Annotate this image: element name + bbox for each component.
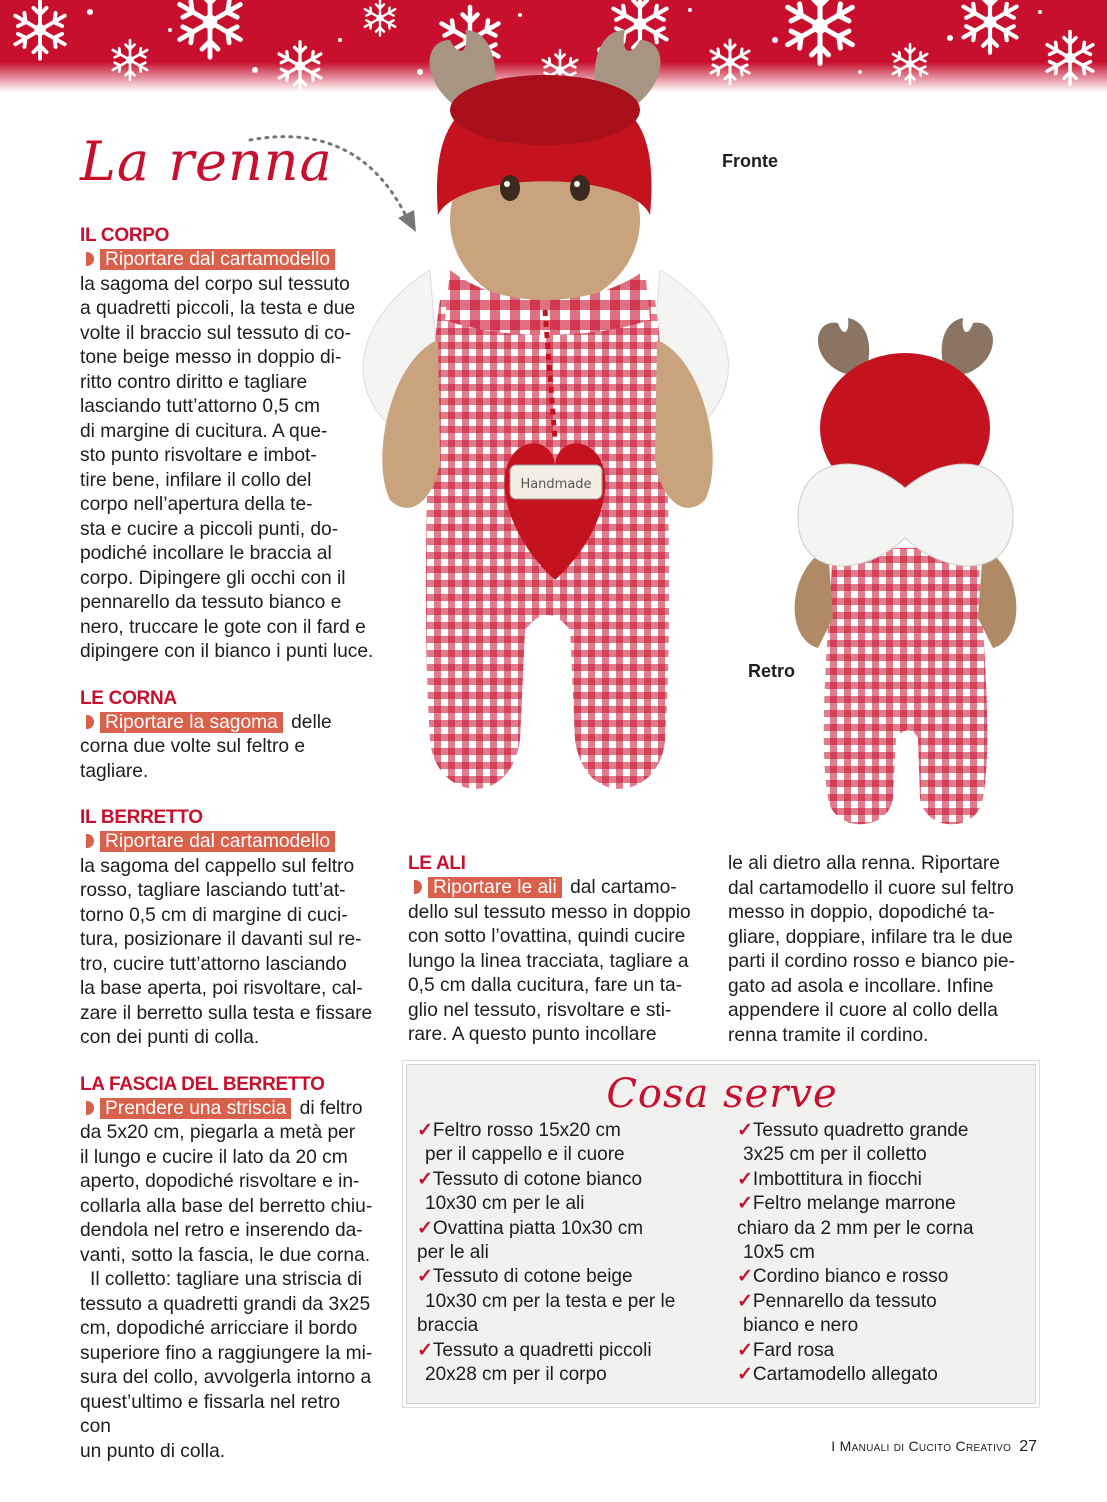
list-item-cont: braccia	[417, 1315, 479, 1337]
section-heading: LE CORNA	[80, 687, 177, 709]
bullet-icon	[86, 834, 94, 848]
reindeer-doll-front-photo	[350, 20, 745, 842]
text-line: con sotto l’ovattina, quindi cucire	[408, 926, 686, 947]
text-line: messo in doppio, dopodiché ta-	[728, 902, 995, 923]
highlight-label: Riportare dal cartamodello	[100, 831, 335, 852]
text-line: le ali dietro alla renna. Riportare	[728, 853, 1000, 874]
bullet-icon	[86, 1101, 94, 1115]
text-line: gliare, doppiare, infilare tra le due	[728, 926, 1013, 948]
text-line: rare. A questo punto incollare	[408, 1024, 657, 1045]
section-heading: LA FASCIA DEL BERRETTO	[80, 1073, 325, 1095]
section-lead	[80, 248, 376, 273]
list-item-cont: per il cappello e il cuore	[425, 1144, 625, 1166]
materials-left-list	[417, 1119, 713, 1387]
text-line: corpo. Dipingere gli occhi con il	[80, 567, 346, 589]
section-lead	[80, 1097, 376, 1122]
text-line: tro, cucire tutt’attorno lasciando	[80, 953, 347, 975]
list-item: ✓Feltro melange marrone	[737, 1193, 956, 1215]
text-line: glio nel tessuto, risvoltare e sti-	[408, 999, 672, 1021]
publication-name: I Manuali di Cucito Creativo	[831, 1438, 1012, 1454]
bullet-icon	[86, 252, 94, 266]
text-line: Il colletto: tagliare una striscia di	[90, 1269, 362, 1290]
section-corna	[80, 687, 376, 785]
checkmark-icon: ✓	[737, 1364, 753, 1386]
text-line: il lungo e cucire il lato da 20 cm	[80, 1146, 348, 1168]
list-item: ✓Cartamodello allegato	[737, 1364, 938, 1386]
page-title: La renna	[80, 130, 333, 193]
text-line: tone beige messo in doppio di-	[80, 347, 342, 368]
text-line: quest’ultimo e fissarla nel retro con	[80, 1391, 341, 1437]
section-lead	[408, 876, 705, 901]
text-line: zare il berretto sulla testa e fissare	[80, 1002, 373, 1024]
text-line: rosso, tagliare lasciando tutt’at-	[80, 880, 346, 901]
text-line: tura, posizionare il davanti sul re-	[80, 929, 362, 950]
list-item-cont: chiaro da 2 mm per le corna	[737, 1217, 974, 1239]
checkmark-icon: ✓	[737, 1266, 753, 1288]
lead-text: delle	[291, 711, 332, 733]
list-item-cont: 20x28 cm per il corpo	[425, 1364, 607, 1386]
text-line: corpo nell’apertura della te-	[80, 494, 313, 515]
text-line: 0,5 cm dalla cucitura, fare un ta-	[408, 975, 683, 996]
text-line: collarla alla base del berretto chiu-	[80, 1195, 373, 1217]
list-item: ✓Imbottitura in fiocchi	[737, 1168, 922, 1190]
bullet-icon	[86, 715, 94, 729]
lead-text: di feltro	[299, 1097, 363, 1119]
section-heading: LE ALI	[408, 853, 466, 874]
list-item-cont: 3x25 cm per il colletto	[743, 1144, 927, 1166]
highlight-label: Riportare dal cartamodello	[100, 249, 335, 270]
materials-title: Cosa serve	[606, 1071, 838, 1117]
text-line: dal cartamodello il cuore sul feltro	[728, 877, 1014, 899]
list-item: ✓Tessuto a quadretti piccoli	[417, 1339, 652, 1361]
checkmark-icon: ✓	[417, 1339, 433, 1361]
text-line: la sagoma del corpo sul tessuto	[80, 273, 350, 295]
text-line: la base aperta, poi risvoltare, cal-	[80, 978, 363, 999]
list-item: ✓Tessuto quadretto grande	[737, 1120, 969, 1141]
list-item-cont: 10x30 cm per la testa e per le	[425, 1290, 676, 1312]
page-number: 27	[1019, 1438, 1037, 1455]
text-line: parti il cordino rosso e bianco pie-	[728, 951, 1015, 972]
text-line: dipingere con il bianco i punti luce.	[80, 641, 374, 662]
text-line: dendola nel retro e inserendo da-	[80, 1220, 363, 1241]
text-line: tessuto a quadretti grandi da 3x25	[80, 1293, 371, 1315]
list-item-cont: 10x30 cm per le ali	[425, 1193, 585, 1215]
front-label: Fronte	[722, 151, 778, 171]
section-heading: IL CORPO	[80, 225, 170, 246]
instructions-right-column	[728, 852, 1025, 1048]
list-item: ✓Tessuto di cotone beige	[417, 1266, 633, 1288]
text-line: corna due volte sul feltro e tagliare.	[80, 736, 306, 782]
text-line: un punto di colla.	[80, 1440, 226, 1462]
section-body	[80, 273, 376, 665]
section-corpo	[80, 224, 376, 665]
checkmark-icon: ✓	[737, 1120, 753, 1141]
checkmark-icon: ✓	[737, 1168, 753, 1190]
text-line: tire bene, infilare il collo del	[80, 469, 312, 491]
back-label: Retro	[748, 661, 796, 681]
checkmark-icon: ✓	[417, 1168, 433, 1190]
page-footer	[831, 1438, 1037, 1456]
checkmark-icon: ✓	[737, 1290, 753, 1312]
checkmark-icon: ✓	[417, 1120, 433, 1141]
text-line: con dei punti di colla.	[80, 1027, 260, 1048]
text-line: aperto, dopodiché risvoltare e in-	[80, 1171, 360, 1192]
text-line: sta e cucire a piccoli punti, do-	[80, 518, 339, 540]
list-item-cont: 10x5 cm	[743, 1242, 815, 1264]
list-item: ✓Fard rosa	[737, 1339, 835, 1361]
text-line: cm, dopodiché arricciare il bordo	[80, 1318, 358, 1339]
text-line: sto punto risvoltare e imbot-	[80, 445, 317, 466]
instructions-middle-column	[408, 852, 705, 1048]
list-item-cont: bianco e nero	[743, 1315, 859, 1337]
list-item: ✓Tessuto di cotone bianco	[417, 1168, 643, 1190]
handmade-tag: Handmade	[520, 477, 592, 492]
text-line: renna tramite il cordino.	[728, 1024, 929, 1046]
text-line: pennarello da tessuto bianco e	[80, 592, 342, 613]
list-item: ✓Cordino bianco e rosso	[737, 1266, 949, 1288]
text-line: vanti, sotto la fascia, le due corna.	[80, 1244, 371, 1266]
list-item-cont: per le ali	[417, 1242, 489, 1264]
text-line: ritto contro diritto e tagliare	[80, 371, 308, 393]
list-item: ✓Ovattina piatta 10x30 cm	[417, 1217, 644, 1239]
section-heading: IL BERRETTO	[80, 807, 203, 828]
text-line: gato ad asola e incollare. Infine	[728, 975, 994, 997]
text-line: sura del collo, avvolgerla intorno a	[80, 1367, 372, 1388]
text-line: lasciando tutt’attorno 0,5 cm	[80, 396, 320, 417]
text-line: appendere il cuore al collo della	[728, 1000, 998, 1021]
section-berretto	[80, 806, 376, 1051]
text-line: lungo la linea tracciata, tagliare a	[408, 950, 689, 972]
text-line: superiore fino a raggiungere la mi-	[80, 1342, 373, 1364]
checkmark-icon: ✓	[417, 1266, 433, 1288]
bullet-icon	[414, 880, 422, 894]
text-line: dello sul tessuto messo in doppio	[408, 901, 691, 923]
lead-text: dal cartamo-	[570, 877, 677, 898]
text-line: da 5x20 cm, piegarla a metà per	[80, 1122, 356, 1143]
highlight-label: Riportare la sagoma	[100, 712, 283, 733]
text-line: nero, truccare le gote con il fard e	[80, 616, 366, 638]
reindeer-doll-back-photo	[788, 318, 1023, 833]
list-item: ✓Pennarello da tessuto	[737, 1290, 937, 1312]
instructions-left-column	[80, 224, 376, 1486]
section-lead	[80, 830, 376, 855]
text-line: la sagoma del cappello sul feltro	[80, 855, 355, 877]
text-line: volte il braccio sul tessuto di co-	[80, 322, 351, 344]
highlight-label: Prendere una striscia	[100, 1098, 291, 1119]
section-fascia	[80, 1073, 376, 1465]
section-lead	[80, 711, 376, 736]
highlight-label: Riportare le ali	[428, 877, 562, 898]
checkmark-icon: ✓	[417, 1217, 433, 1239]
text-line: di margine di cucitura. A que-	[80, 420, 328, 442]
checkmark-icon: ✓	[737, 1339, 753, 1361]
materials-box	[406, 1064, 1036, 1404]
checkmark-icon: ✓	[737, 1193, 753, 1215]
text-line: torno 0,5 cm di margine di cuci-	[80, 904, 348, 926]
list-item: ✓Feltro rosso 15x20 cm	[417, 1120, 621, 1141]
text-line: podiché incollare le braccia al	[80, 543, 332, 564]
text-line: a quadretti piccoli, la testa e due	[80, 298, 356, 319]
materials-right-list	[737, 1119, 1027, 1387]
